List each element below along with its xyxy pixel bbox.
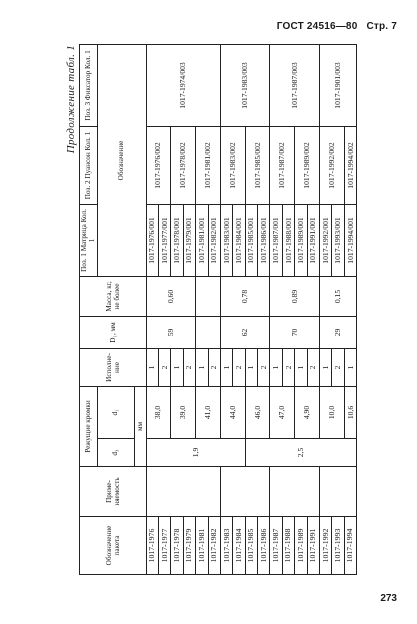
cell-code: 1017-1982 — [208, 517, 220, 575]
cell-pos2: 1017-1992/002 — [320, 126, 345, 204]
th-applicability: Приме-няемость — [80, 467, 147, 517]
cell-pos2: 1017-1976/002 — [146, 126, 171, 204]
cell-code: 1017-1978 — [171, 517, 183, 575]
cell-pos1: 1017-1984/001 — [233, 204, 245, 276]
cell-pos1: 1017-1986/001 — [258, 204, 270, 276]
page-label: Стр. 7 — [366, 21, 397, 32]
cell-version: 1 — [344, 348, 356, 386]
th-d3: d₃ — [97, 439, 134, 467]
cell-code: 1017-1993 — [332, 517, 344, 575]
cell-mass: 0,15 — [320, 276, 357, 316]
cell-pos1: 1017-1988/001 — [282, 204, 294, 276]
cell-d1: 38,0 — [146, 386, 171, 438]
cell-mass: 0,78 — [220, 276, 270, 316]
cell-version: 2 — [183, 348, 195, 386]
punch-package-table — [79, 44, 357, 575]
cell-pos2: 1017-1987/002 — [270, 126, 295, 204]
cell-applicability — [220, 467, 270, 517]
cell-pos1: 1017-1982/001 — [208, 204, 220, 276]
cell-pos1: 1017-1987/001 — [270, 204, 282, 276]
th-d1: d₁ — [97, 386, 134, 438]
cell-code: 1017-1979 — [183, 517, 195, 575]
cell-pos2: 1017-1978/002 — [171, 126, 196, 204]
cell-pos1: 1017-1976/001 — [146, 204, 158, 276]
cell-pos1: 1017-1985/001 — [245, 204, 257, 276]
th-pos3: Поз. 3 Фиксатор Кол. 1 — [80, 44, 98, 126]
th-D1: D₁, мм — [80, 316, 147, 348]
cell-applicability — [320, 467, 357, 517]
cell-d1: 4,90 — [295, 386, 320, 438]
cell-d1: 46,0 — [245, 386, 270, 438]
cell-pos3: 1017-1983/003 — [220, 44, 270, 126]
cell-d1: 47,0 — [270, 386, 295, 438]
cell-d1: 10,0 — [320, 386, 345, 438]
cell-applicability — [146, 467, 220, 517]
cell-code: 1017-1992 — [320, 517, 332, 575]
cell-code: 1017-1984 — [233, 517, 245, 575]
cell-version: 1 — [295, 348, 307, 386]
cell-pos1: 1017-1991/001 — [307, 204, 319, 276]
cell-version: 1 — [320, 348, 332, 386]
cell-D1: 59 — [146, 316, 196, 348]
cell-d1: 39,0 — [171, 386, 196, 438]
cell-code: 1017-1989 — [295, 517, 307, 575]
th-pos2: Поз. 2 Пуансон Кол. 1 — [80, 126, 98, 204]
cell-pos2: 1017-1983/002 — [220, 126, 245, 204]
cell-pos2: 1017-1989/002 — [295, 126, 320, 204]
cell-version: 1 — [220, 348, 232, 386]
cell-code: 1017-1994 — [344, 517, 356, 575]
th-designation: Обозначение пакета — [80, 517, 147, 575]
table-caption: Продолжение табл. 1 — [65, 45, 77, 154]
cell-pos3: 1017-1901/003 — [320, 44, 357, 126]
th-mass: Масса, кг, не более — [80, 276, 147, 316]
table-row — [270, 44, 282, 574]
cell-D1 — [196, 316, 221, 348]
cell-version: 1 — [270, 348, 282, 386]
cell-code: 1017-1986 — [258, 517, 270, 575]
cell-code: 1017-1983 — [220, 517, 232, 575]
standard-number: ГОСТ 24516—80 — [276, 21, 358, 32]
cell-code: 1017-1991 — [307, 517, 319, 575]
cell-version: 2 — [233, 348, 245, 386]
th-version: Исполне-ние — [80, 348, 147, 386]
cell-applicability — [270, 467, 320, 517]
cell-code: 1017-1981 — [196, 517, 208, 575]
cell-pos1: 1017-1992/001 — [320, 204, 332, 276]
cell-code: 1017-1988 — [282, 517, 294, 575]
cell-d1: 41,0 — [196, 386, 221, 438]
th-designation-sub: Обозначение — [97, 44, 146, 276]
cell-code: 1017-1987 — [270, 517, 282, 575]
page-number: 273 — [380, 593, 397, 604]
cell-code: 1017-1977 — [158, 517, 170, 575]
cell-d1: 10,6 — [344, 386, 356, 438]
cell-code: 1017-1985 — [245, 517, 257, 575]
cell-d1: 44,0 — [220, 386, 245, 438]
table-row — [320, 44, 332, 574]
table-row — [146, 44, 158, 574]
cell-pos1: 1017-1977/001 — [158, 204, 170, 276]
cell-pos1: 1017-1993/001 — [332, 204, 344, 276]
page-header — [271, 21, 397, 32]
cell-pos2: 1017-1985/002 — [245, 126, 270, 204]
cell-pos2: 1017-1981/002 — [196, 126, 221, 204]
cell-pos1: 1017-1981/001 — [196, 204, 208, 276]
cell-pos1: 1017-1978/001 — [171, 204, 183, 276]
th-mm: мм — [134, 386, 146, 466]
cell-pos1: 1017-1994/001 — [344, 204, 356, 276]
cell-version: 2 — [332, 348, 344, 386]
cell-mass: 0,60 — [146, 276, 196, 316]
cell-pos2: 1017-1994/002 — [344, 126, 356, 204]
cell-d3: 2,5 — [245, 439, 357, 467]
rotated-table-page — [65, 45, 381, 575]
cell-version: 1 — [245, 348, 257, 386]
cell-version: 2 — [258, 348, 270, 386]
table-row — [220, 44, 232, 574]
cell-pos3: 1017-1974/003 — [146, 44, 220, 126]
cell-version: 1 — [196, 348, 208, 386]
cell-d3: 1,9 — [146, 439, 245, 467]
cell-version: 1 — [171, 348, 183, 386]
cell-code: 1017-1976 — [146, 517, 158, 575]
cell-D1: 29 — [320, 316, 357, 348]
cell-pos1: 1017-1979/001 — [183, 204, 195, 276]
cell-D1: 70 — [270, 316, 320, 348]
cell-pos1: 1017-1983/001 — [220, 204, 232, 276]
th-pos1: Поз. 1 Матрица Кол. 1 — [80, 204, 98, 276]
cell-pos3: 1017-1987/003 — [270, 44, 320, 126]
cell-mass: 0,89 — [270, 276, 320, 316]
cell-D1: 62 — [220, 316, 270, 348]
cell-version: 2 — [282, 348, 294, 386]
cell-version: 1 — [146, 348, 158, 386]
cell-version: 2 — [158, 348, 170, 386]
cell-version: 2 — [208, 348, 220, 386]
cell-mass — [196, 276, 221, 316]
cell-version: 2 — [307, 348, 319, 386]
th-cutting-edge: Режущие кромки — [80, 386, 98, 466]
cell-pos1: 1017-1989/001 — [295, 204, 307, 276]
